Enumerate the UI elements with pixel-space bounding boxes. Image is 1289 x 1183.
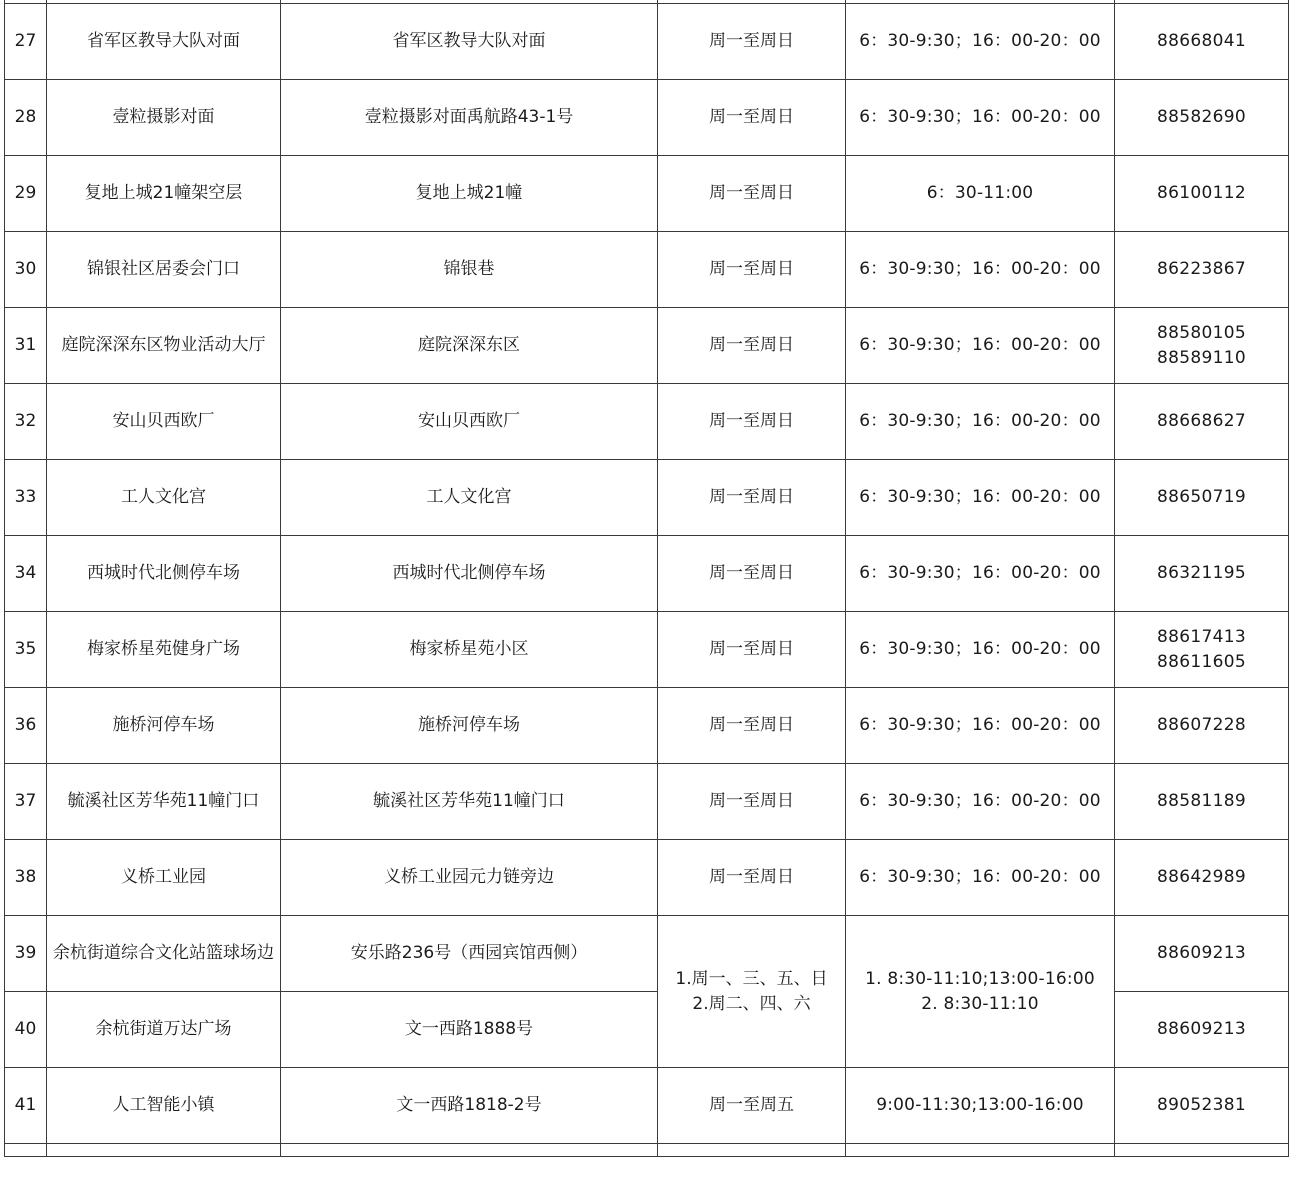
- site-address: 壹粒摄影对面禹航路43-1号: [281, 80, 658, 156]
- phone-number: 86223867: [1157, 259, 1246, 279]
- table-row: [5, 4, 1289, 80]
- site-address: 安山贝西欧厂: [281, 384, 658, 460]
- contact-phone: [1115, 156, 1289, 232]
- table-row: [5, 80, 1289, 156]
- site-address: 锦银巷: [281, 232, 658, 308]
- table-row: [5, 384, 1289, 460]
- service-days: 周一至周日: [658, 80, 846, 156]
- service-hours: 6：30-9:30；16：00-20：00: [846, 764, 1115, 840]
- phone-number: 86321195: [1157, 563, 1246, 583]
- site-name: 义桥工业园: [47, 840, 281, 916]
- table-row: [5, 688, 1289, 764]
- table-row: [5, 840, 1289, 916]
- testing-site-table: [4, 0, 1289, 1157]
- service-days-merged: [658, 916, 846, 1068]
- site-name: 余杭街道综合文化站篮球场边: [47, 916, 281, 992]
- cut-cell: [1115, 1144, 1289, 1157]
- table-row: [5, 308, 1289, 384]
- contact-phone: [1115, 80, 1289, 156]
- row-number: 40: [5, 992, 47, 1068]
- phone-number: 86100112: [1157, 183, 1246, 203]
- site-address: 工人文化宫: [281, 460, 658, 536]
- table-row-cut-bottom: [5, 1144, 1289, 1157]
- site-address: 文一西路1818-2号: [281, 1068, 658, 1144]
- contact-phone: [1115, 308, 1289, 384]
- row-number: 35: [5, 612, 47, 688]
- cut-cell: [846, 1144, 1115, 1157]
- row-number: 27: [5, 4, 47, 80]
- site-address: 文一西路1888号: [281, 992, 658, 1068]
- table-body: [5, 0, 1289, 1157]
- table-row: [5, 916, 1289, 992]
- service-hours: 6：30-11:00: [846, 156, 1115, 232]
- cut-cell: [5, 1144, 47, 1157]
- service-hours: 6：30-9:30；16：00-20：00: [846, 384, 1115, 460]
- service-days: 周一至周五: [658, 1068, 846, 1144]
- row-number: 39: [5, 916, 47, 992]
- service-hours-merged: [846, 916, 1115, 1068]
- contact-phone: [1115, 4, 1289, 80]
- site-address: 复地上城21幢: [281, 156, 658, 232]
- phone-number: 88668041: [1157, 31, 1246, 51]
- table-row: [5, 764, 1289, 840]
- contact-phone: [1115, 232, 1289, 308]
- phone-number: 88580105: [1157, 322, 1246, 343]
- row-number: 38: [5, 840, 47, 916]
- table-row: [5, 460, 1289, 536]
- phone-number: 88650719: [1157, 487, 1246, 507]
- site-name: 锦银社区居委会门口: [47, 232, 281, 308]
- cut-cell: [47, 1144, 281, 1157]
- service-days: 周一至周日: [658, 840, 846, 916]
- cut-cell: [281, 1144, 658, 1157]
- site-address: 西城时代北侧停车场: [281, 536, 658, 612]
- service-days: 周一至周日: [658, 688, 846, 764]
- contact-phone: [1115, 688, 1289, 764]
- service-hours: 6：30-9:30；16：00-20：00: [846, 4, 1115, 80]
- hours-line: 2. 8:30-11:10: [921, 993, 1039, 1014]
- service-hours: 6：30-9:30；16：00-20：00: [846, 80, 1115, 156]
- site-address: 梅家桥星苑小区: [281, 612, 658, 688]
- contact-phone: [1115, 840, 1289, 916]
- phone-number: 88611605: [1157, 651, 1246, 672]
- service-days: 周一至周日: [658, 156, 846, 232]
- service-hours: 6：30-9:30；16：00-20：00: [846, 612, 1115, 688]
- site-name: 省军区教导大队对面: [47, 4, 281, 80]
- service-days: 周一至周日: [658, 4, 846, 80]
- contact-phone: 89052381: [1115, 1068, 1289, 1144]
- service-hours: 6：30-9:30；16：00-20：00: [846, 688, 1115, 764]
- site-address: 省军区教导大队对面: [281, 4, 658, 80]
- service-days: 周一至周日: [658, 460, 846, 536]
- site-address: 施桥河停车场: [281, 688, 658, 764]
- contact-phone: [1115, 536, 1289, 612]
- row-number: 34: [5, 536, 47, 612]
- row-number: 33: [5, 460, 47, 536]
- contact-phone: 88609213: [1115, 992, 1289, 1068]
- row-number: 29: [5, 156, 47, 232]
- service-hours: 6：30-9:30；16：00-20：00: [846, 308, 1115, 384]
- site-name: 安山贝西欧厂: [47, 384, 281, 460]
- table-row: [5, 612, 1289, 688]
- contact-phone: [1115, 764, 1289, 840]
- service-days: 周一至周日: [658, 384, 846, 460]
- site-name: 毓溪社区芳华苑11幢门口: [47, 764, 281, 840]
- site-name: 西城时代北侧停车场: [47, 536, 281, 612]
- service-hours: 6：30-9:30；16：00-20：00: [846, 232, 1115, 308]
- phone-number: 88668627: [1157, 411, 1246, 431]
- site-address: 安乐路236号（西园宾馆西侧）: [281, 916, 658, 992]
- site-name: 梅家桥星苑健身广场: [47, 612, 281, 688]
- contact-phone: [1115, 612, 1289, 688]
- site-address: 庭院深深东区: [281, 308, 658, 384]
- phone-number: 88642989: [1157, 867, 1246, 887]
- phone-number: 88607228: [1157, 715, 1246, 735]
- row-number: 41: [5, 1068, 47, 1144]
- site-name: 复地上城21幢架空层: [47, 156, 281, 232]
- row-number: 36: [5, 688, 47, 764]
- service-hours: 6：30-9:30；16：00-20：00: [846, 840, 1115, 916]
- service-days: 周一至周日: [658, 308, 846, 384]
- table-row: [5, 156, 1289, 232]
- contact-phone: [1115, 460, 1289, 536]
- service-days: 周一至周日: [658, 764, 846, 840]
- phone-number: 88617413: [1157, 626, 1246, 647]
- contact-phone: 88609213: [1115, 916, 1289, 992]
- service-days: 周一至周日: [658, 536, 846, 612]
- table-row: [5, 1068, 1289, 1144]
- site-address: 义桥工业园元力链旁边: [281, 840, 658, 916]
- site-name: 工人文化宫: [47, 460, 281, 536]
- hours-line: 1. 8:30-11:10;13:00-16:00: [865, 968, 1095, 989]
- service-hours: 6：30-9:30；16：00-20：00: [846, 460, 1115, 536]
- site-name: 施桥河停车场: [47, 688, 281, 764]
- site-name: 壹粒摄影对面: [47, 80, 281, 156]
- phone-number: 88582690: [1157, 107, 1246, 127]
- row-number: 28: [5, 80, 47, 156]
- service-hours: 9:00-11:30;13:00-16:00: [846, 1068, 1115, 1144]
- days-line: 2.周二、四、六: [692, 993, 811, 1014]
- site-address: 毓溪社区芳华苑11幢门口: [281, 764, 658, 840]
- row-number: 37: [5, 764, 47, 840]
- service-hours: 6：30-9:30；16：00-20：00: [846, 536, 1115, 612]
- site-name: 庭院深深东区物业活动大厅: [47, 308, 281, 384]
- days-line: 1.周一、三、五、日: [675, 968, 828, 989]
- cut-cell: [658, 1144, 846, 1157]
- site-name: 余杭街道万达广场: [47, 992, 281, 1068]
- service-days: 周一至周日: [658, 612, 846, 688]
- row-number: 30: [5, 232, 47, 308]
- phone-number: 88581189: [1157, 791, 1246, 811]
- table-row: [5, 536, 1289, 612]
- phone-number: 88589110: [1157, 347, 1246, 368]
- site-name: 人工智能小镇: [47, 1068, 281, 1144]
- row-number: 32: [5, 384, 47, 460]
- table-row: [5, 232, 1289, 308]
- service-days: 周一至周日: [658, 232, 846, 308]
- contact-phone: [1115, 384, 1289, 460]
- row-number: 31: [5, 308, 47, 384]
